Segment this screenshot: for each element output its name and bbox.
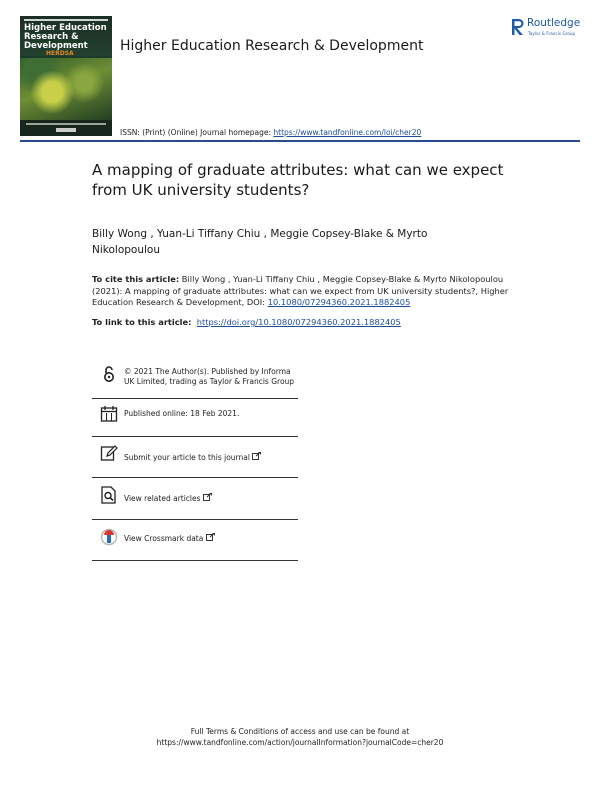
- crossmark-link[interactable]: View Crossmark data: [124, 534, 204, 543]
- journal-title: Higher Education Research & Development: [120, 38, 424, 54]
- link-label: To link to this article:: [92, 317, 192, 327]
- related-articles-link[interactable]: View related articles: [124, 494, 201, 503]
- related-articles-row[interactable]: [124, 493, 304, 504]
- edit-icon: [100, 444, 118, 462]
- info-divider: [92, 398, 298, 399]
- external-link-icon: [203, 493, 212, 501]
- info-divider: [92, 477, 298, 478]
- info-divider: [92, 560, 298, 561]
- cover-footer: [20, 120, 112, 136]
- external-link-icon: [206, 533, 215, 541]
- external-link-icon: [252, 452, 261, 460]
- issn-label: ISSN: (Print) (Online) Journal homepage:: [120, 128, 272, 137]
- footer-terms-text: Full Terms & Conditions of access and use can be found at: [190, 727, 410, 736]
- document-search-icon: [100, 486, 118, 504]
- issn-line: [120, 128, 421, 137]
- citation-text: Billy Wong , Yuan-Li Tiffany Chiu , Meggie Copsey-Blake & Myrto Nikolopoulou (2021): A mapping of graduate attributes: what can we expect from UK university students?, Higher Education Research & Development, DOI:: [92, 274, 509, 307]
- cover-footer-logo: [56, 128, 76, 132]
- cite-label: To cite this article:: [92, 274, 180, 284]
- cover-title: Higher Education Research & Development: [24, 23, 107, 51]
- link-line: [92, 317, 401, 327]
- info-divider: [92, 519, 298, 520]
- open-access-icon: [100, 365, 118, 383]
- citation-block: [92, 274, 512, 309]
- article-authors: Billy Wong , Yuan-Li Tiffany Chiu , Meggie Copsey-Blake & Myrto Nikolopoulou: [92, 228, 428, 256]
- cover-strip: [24, 19, 108, 21]
- crossmark-icon: [100, 528, 118, 546]
- crossmark-row[interactable]: [124, 533, 304, 544]
- journal-cover-image: [20, 16, 112, 136]
- footer-terms-url[interactable]: https://www.tandfonline.com/action/journalInformation?journalCode=cher20: [156, 738, 444, 747]
- publisher-name: Routledge: [527, 17, 581, 29]
- calendar-icon: [100, 405, 118, 423]
- header-divider: [20, 140, 580, 142]
- submit-article-row[interactable]: [124, 452, 304, 463]
- published-date: Published online: 18 Feb 2021.: [124, 409, 240, 418]
- info-divider: [92, 436, 298, 437]
- doi-link[interactable]: 10.1080/07294360.2021.1882405: [267, 297, 411, 307]
- license-text: © 2021 The Author(s). Published by Informa UK Limited, trading as Taylor & Francis Group: [124, 367, 295, 386]
- cover-photo: [20, 58, 112, 120]
- journal-homepage-link[interactable]: https://www.tandfonline.com/loi/cher20: [273, 128, 422, 137]
- article-link[interactable]: https://doi.org/10.1080/07294360.2021.1882405: [196, 317, 401, 327]
- submit-article-link[interactable]: Submit your article to this journal: [124, 453, 250, 462]
- cover-footer-line: [26, 123, 106, 125]
- footer: [0, 726, 600, 748]
- publisher-tagline: Taylor & Francis Group: [528, 31, 576, 36]
- article-title: A mapping of graduate attributes: what can we expect from UK university students?: [92, 161, 504, 199]
- cover-brand: HERDSA: [46, 50, 74, 57]
- routledge-logo-icon: [511, 18, 525, 36]
